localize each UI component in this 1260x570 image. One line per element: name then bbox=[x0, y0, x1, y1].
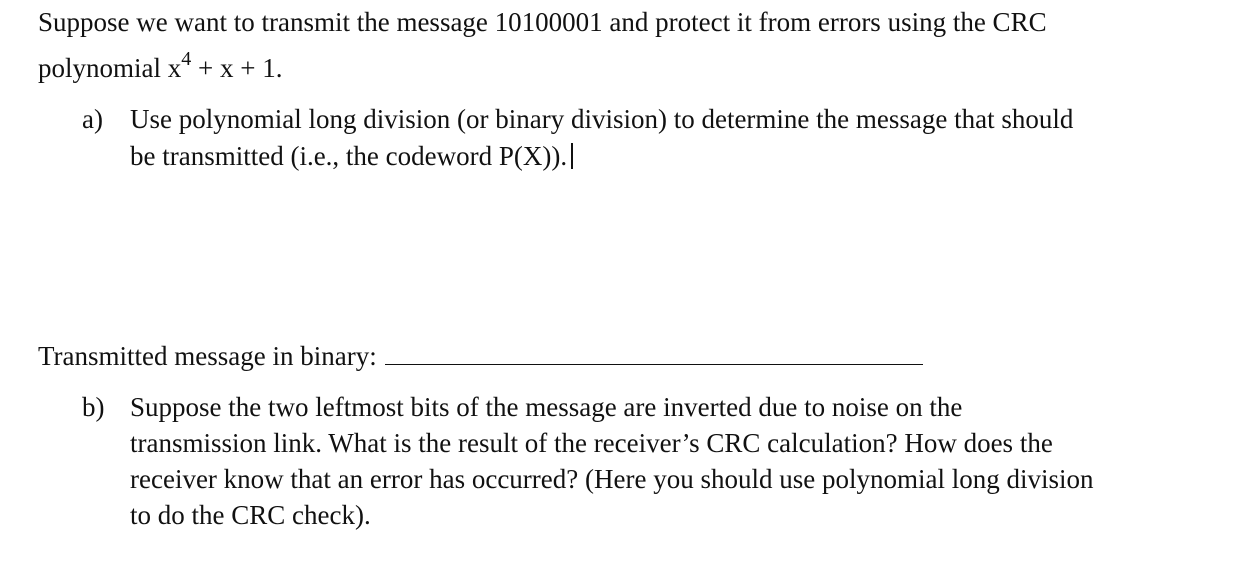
part-a-line-2[interactable] bbox=[130, 138, 573, 174]
intro-line-2 bbox=[38, 50, 282, 89]
part-a-marker: a) bbox=[82, 104, 103, 134]
polynomial-exponent: 4 bbox=[181, 48, 192, 70]
part-b-line-2: transmission link. What is the result of the receiver’s CRC calculation? How does the bbox=[130, 428, 1053, 458]
intro-line-2-suffix: + x + 1. bbox=[191, 53, 283, 83]
part-b-marker: b) bbox=[82, 392, 105, 422]
part-b-line-1: Suppose the two leftmost bits of the message are inverted due to noise on the bbox=[130, 392, 963, 422]
intro-line-1: Suppose we want to transmit the message 10100001 and protect it from errors using the CRC bbox=[38, 7, 1047, 37]
answer-row bbox=[38, 338, 923, 374]
part-a-line-2-text: be transmitted (i.e., the codeword P(X)). bbox=[130, 141, 568, 171]
part-b-line-3: receiver know that an error has occurred? (Here you should use polynomial long division bbox=[130, 464, 1094, 494]
answer-blank-line[interactable] bbox=[385, 342, 923, 365]
answer-label: Transmitted message in binary: bbox=[38, 341, 377, 371]
text-cursor bbox=[571, 143, 573, 169]
part-a-line-1: Use polynomial long division (or binary division) to determine the message that should bbox=[130, 104, 1074, 134]
intro-line-2-prefix: polynomial x bbox=[38, 53, 182, 83]
part-b-line-4: to do the CRC check). bbox=[130, 500, 371, 530]
